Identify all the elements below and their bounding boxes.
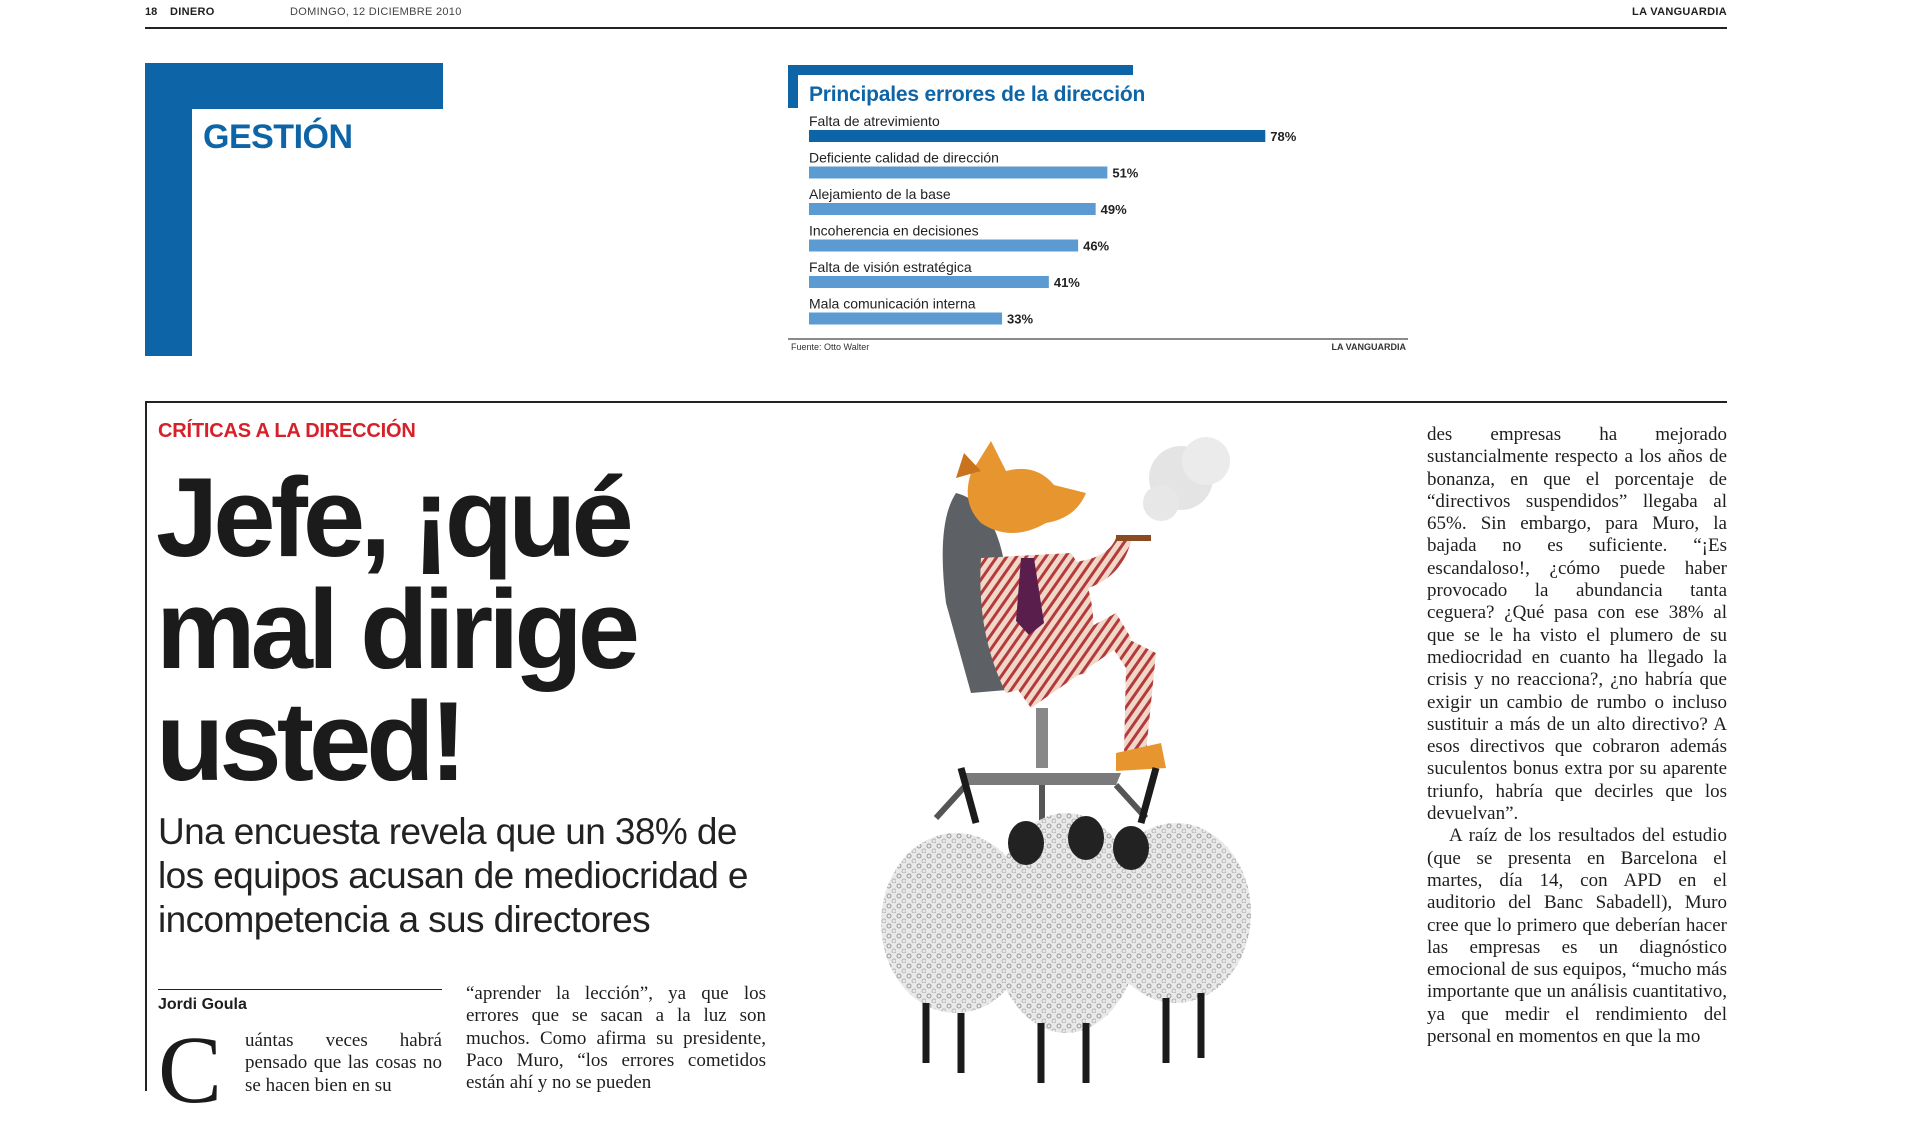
body-column-2: “aprender la lección”, ya que los errores que se sacan a la luz son muchos. Como afirma su presidente, Paco Muro, “los errores cometidos están ahí y no se pueden: [466, 983, 766, 1094]
chart-tab-left: [788, 65, 798, 108]
bar-value-label: 33%: [1007, 311, 1034, 327]
body-column-1: uántas veces habrá pensado que las cosas no se hacen bien en su: [245, 1030, 442, 1096]
body-column-3-para-2: A raíz de los resultados del estudio (que se presenta en Barcelona el martes, día 14, con APD en el auditorio del Banc Sabadell), Muro cree que lo primero que deberían hacer las empresas es un diagnóstico emocional de sus equipos, “mucho más importante que un análisis cuantitativo, ya que medir el rendimiento del personal en momentos en que la mo: [1427, 825, 1727, 1048]
header-rule: [145, 27, 1727, 29]
section-bracket-left: [145, 63, 192, 356]
article-headline: Jefe, ¡qué mal dirige usted!: [156, 455, 636, 804]
chart-source: Fuente: Otto Walter: [791, 342, 870, 352]
chart-tab-top: [788, 65, 1133, 75]
article-top-rule: [145, 401, 1727, 403]
chart-bottom-rule: [788, 338, 1408, 340]
header-newspaper-name: LA VANGUARDIA: [1632, 6, 1727, 18]
bar: [809, 167, 1107, 179]
bar-value-label: 46%: [1083, 238, 1110, 254]
article-byline: Jordi Goula: [158, 996, 247, 1013]
bar-value-label: 51%: [1112, 165, 1139, 181]
smoke-icon: [1143, 437, 1230, 521]
bar-value-label: 78%: [1270, 129, 1297, 144]
header-section-name: DINERO: [170, 6, 215, 18]
body-column-3-para-1: des empresas ha mejorado sustancialmente respecto a los años de bonanza, en que el porcentaje de “directivos suspendidos” llegaba al 65%. Sin embargo, para Muro, la bajada no es suficiente. “¡Es escandaloso!, ¿cómo puede haber provocado la abundancia tanta ceguera? ¿Qué pasa con ese 38% al que se le ha visto el plumero de su mediocridad en cuanto ha llegado la crisis y no reacciona?, ¿no habría que exigir un cambio de rumbo o incluso sustituir a más de un alto directivo? A esos directivos que cobraron además suculentos bonus extra por su aparente triunfo, habría que decirles que los devuelvan”.: [1427, 424, 1727, 825]
article-deck: Una encuesta revela que un 38% de los equipos acusan de mediocridad e incompetencia a sus directores: [158, 811, 748, 940]
bar: [809, 240, 1078, 252]
bar-value-label: 41%: [1053, 275, 1080, 290]
bar-category-label: Falta de visión estratégica: [809, 259, 972, 275]
bar: [809, 276, 1049, 288]
article-left-rule: [145, 401, 147, 1091]
page-number: 18: [145, 6, 158, 18]
chart-title: Principales errores de la dirección: [809, 83, 1146, 106]
bar-category-label: Deficiente calidad de dirección: [809, 149, 999, 166]
chart-panel: [788, 63, 1408, 363]
fox-boss-on-sheep-illustration: [786, 423, 1406, 1093]
bar-category-label: Alejamiento de la base: [809, 186, 951, 202]
header-date: DOMINGO, 12 DICIEMBRE 2010: [290, 6, 462, 18]
byline-rule: [158, 989, 442, 990]
bar-chart: [788, 113, 1408, 338]
body-column-3: [1427, 424, 1727, 1048]
bar-value-label: 49%: [1100, 202, 1127, 217]
bar: [809, 130, 1265, 142]
drop-cap: C: [158, 1016, 223, 1123]
bar: [809, 313, 1002, 325]
bar: [809, 203, 1096, 215]
bar-category-label: Mala comunicación interna: [809, 295, 976, 312]
article-kicker: CRÍTICAS A LA DIRECCIÓN: [158, 420, 416, 442]
bar-category-label: Falta de atrevimiento: [809, 113, 940, 129]
chart-brand: LA VANGUARDIA: [1331, 342, 1406, 352]
bar-category-label: Incoherencia en decisiones: [809, 222, 979, 239]
section-label: GESTIÓN: [203, 118, 353, 156]
